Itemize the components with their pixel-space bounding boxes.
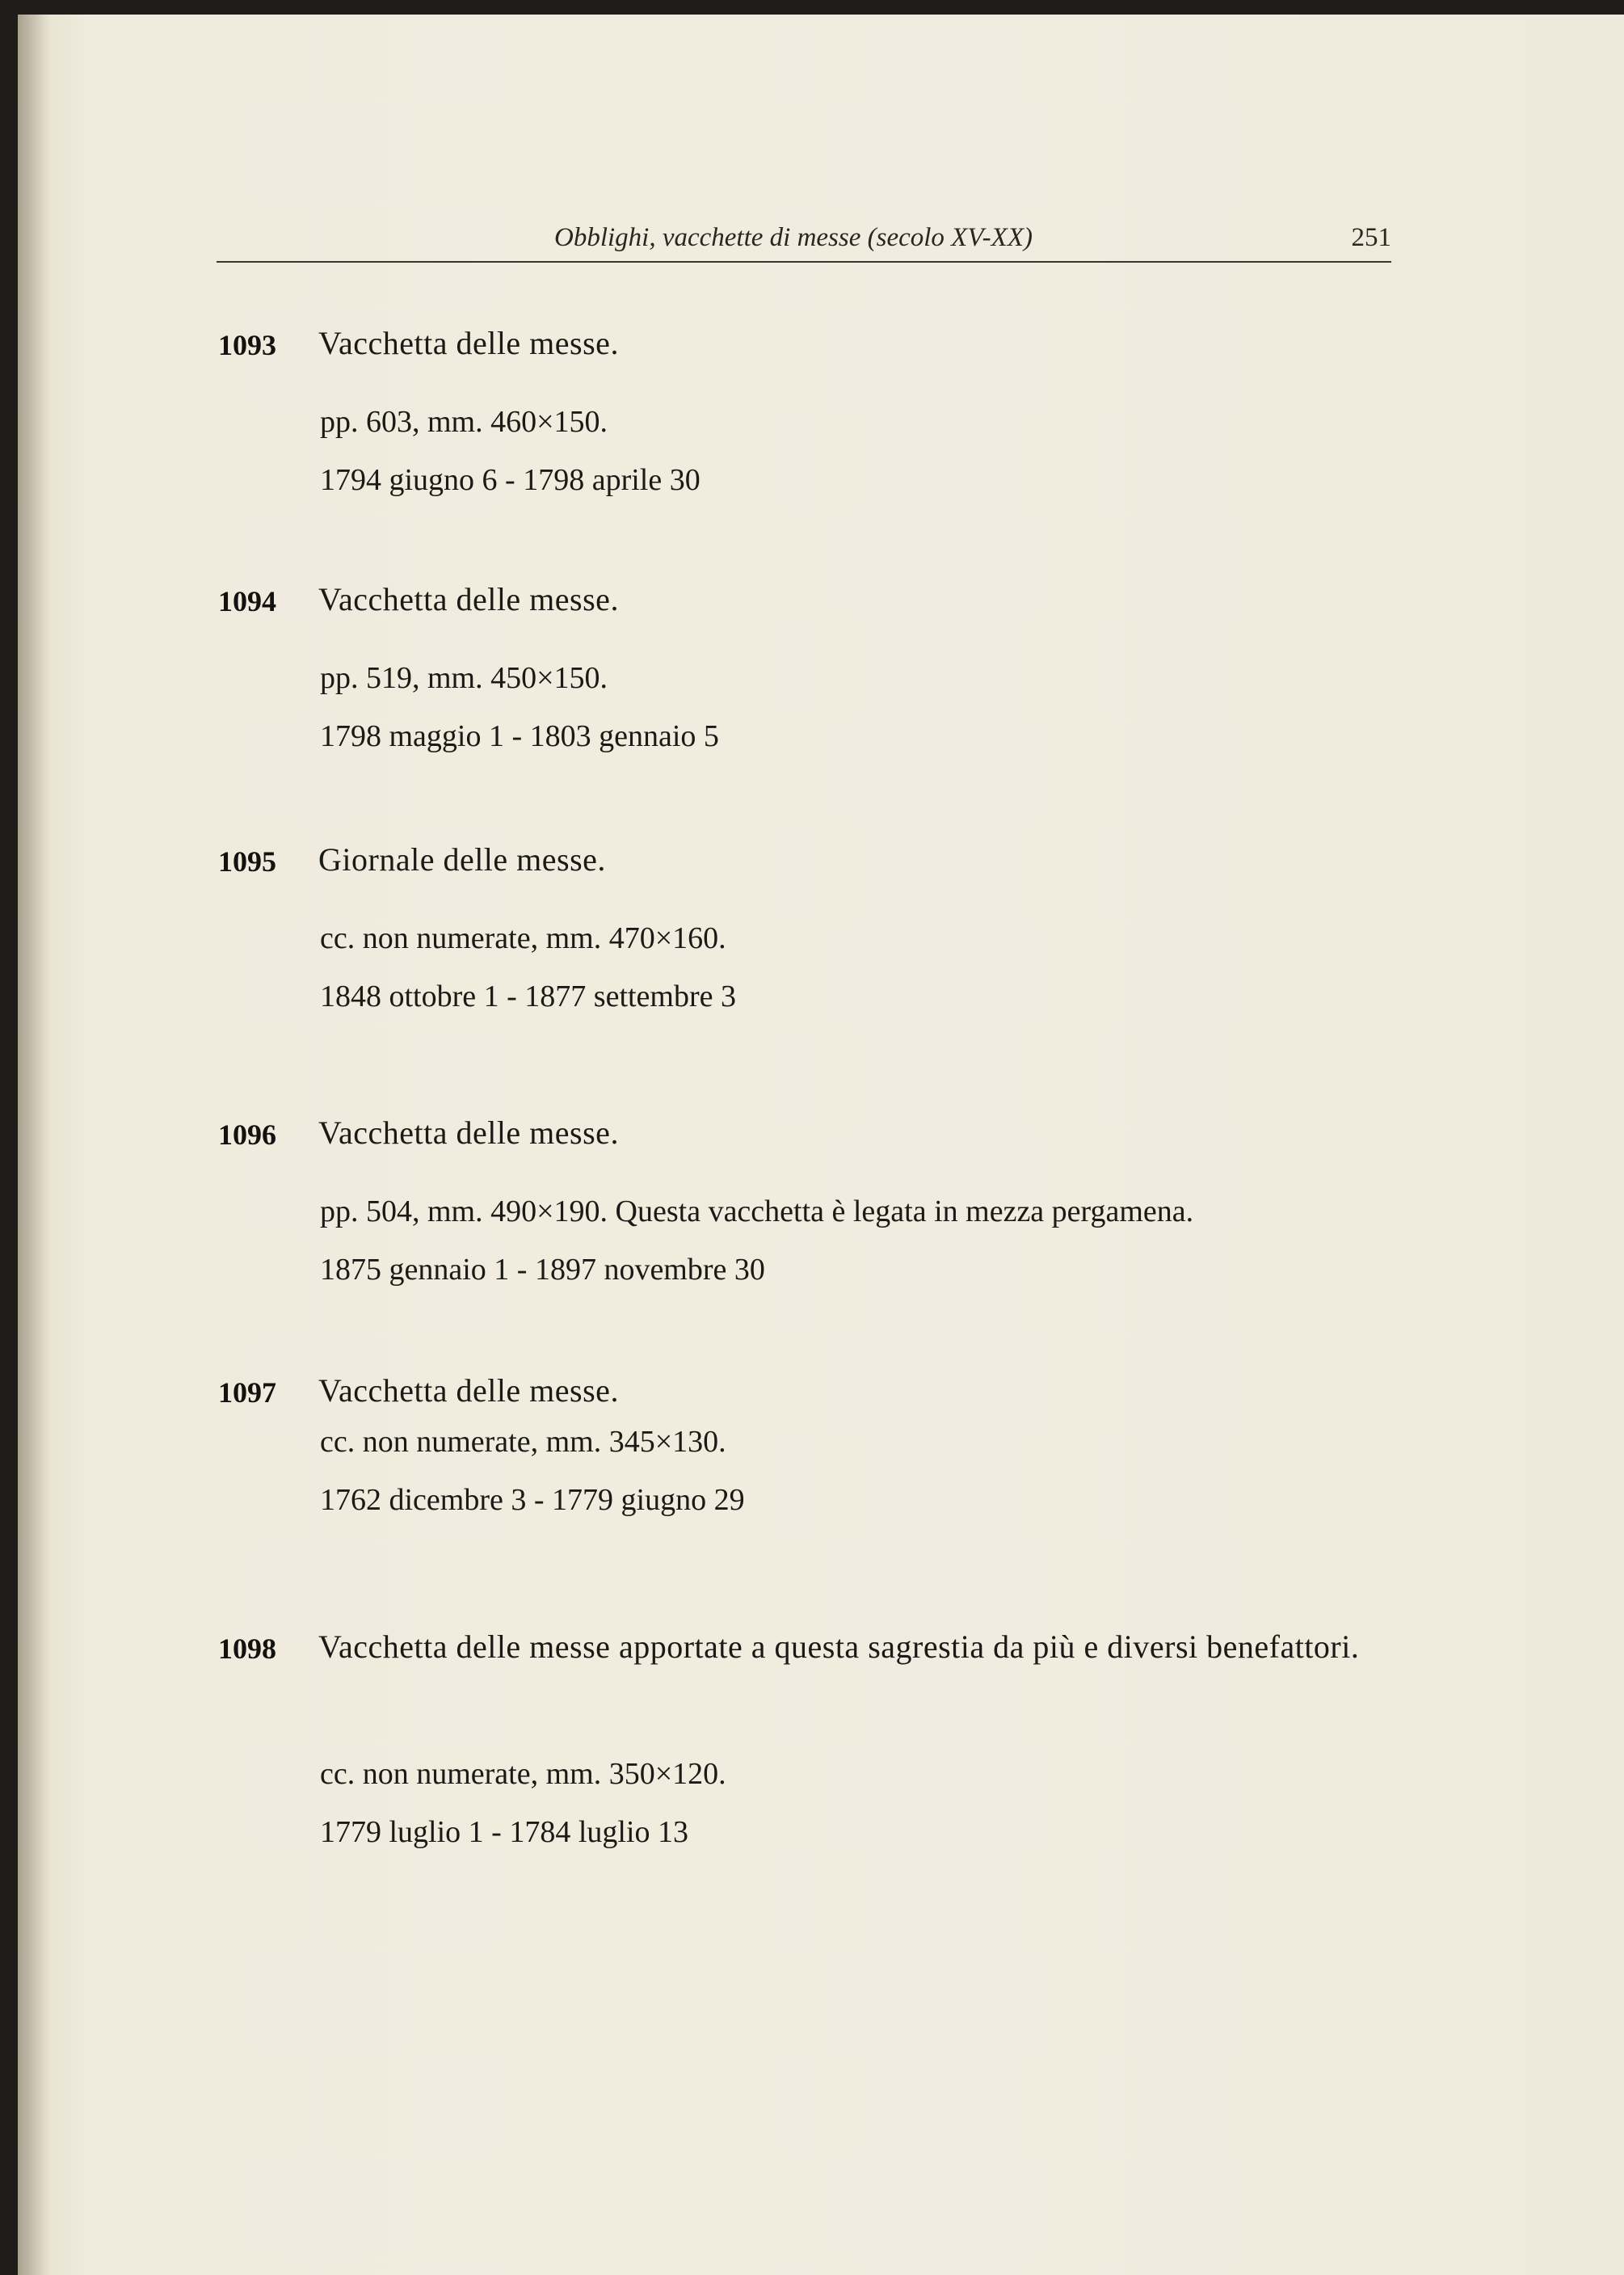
entry-title: Vacchetta delle messe.: [318, 1114, 619, 1151]
entry-number: 1093: [218, 329, 276, 361]
entry-title: Vacchetta delle messe.: [318, 325, 619, 361]
book-page: [18, 15, 1624, 2275]
header-rule: [217, 261, 1391, 263]
entry-description: cc. non numerate, mm. 470×160.: [320, 921, 726, 955]
entry-description: pp. 519, mm. 450×150.: [320, 661, 608, 695]
entry-number: 1097: [218, 1376, 276, 1409]
entry-description: pp. 603, mm. 460×150.: [320, 405, 608, 439]
entry-dates: 1798 maggio 1 - 1803 gennaio 5: [320, 719, 719, 753]
gutter-shadow: [18, 15, 50, 2275]
entry-title: Vacchetta delle messe apportate a questa sagrestia da più e diversi benefattori.: [318, 1628, 1360, 1665]
entry-description: pp. 504, mm. 490×190. Questa vacchetta è legata in mezza pergamena.: [320, 1194, 1194, 1228]
entry-number: 1094: [218, 585, 276, 617]
entry-dates: 1875 gennaio 1 - 1897 novembre 30: [320, 1253, 765, 1287]
entry-number: 1096: [218, 1119, 276, 1151]
entry-dates: 1779 luglio 1 - 1784 luglio 13: [320, 1815, 688, 1849]
entry-description: cc. non numerate, mm. 345×130.: [320, 1425, 726, 1459]
running-title: Obblighi, vacchette di messe (secolo XV-XX): [554, 223, 1033, 252]
entry-description: cc. non numerate, mm. 350×120.: [320, 1757, 726, 1791]
entry-title: Vacchetta delle messe.: [318, 581, 619, 617]
entry-number: 1095: [218, 845, 276, 878]
entry-dates: 1762 dicembre 3 - 1779 giugno 29: [320, 1483, 745, 1517]
entry-title: Giornale delle messe.: [318, 841, 606, 878]
entry-dates: 1794 giugno 6 - 1798 aprile 30: [320, 463, 701, 497]
entry-number: 1098: [218, 1633, 276, 1665]
entry-dates: 1848 ottobre 1 - 1877 settembre 3: [320, 980, 737, 1013]
running-head: [218, 223, 1391, 255]
page-number: 251: [1351, 223, 1391, 252]
entry-title: Vacchetta delle messe.: [318, 1372, 619, 1409]
